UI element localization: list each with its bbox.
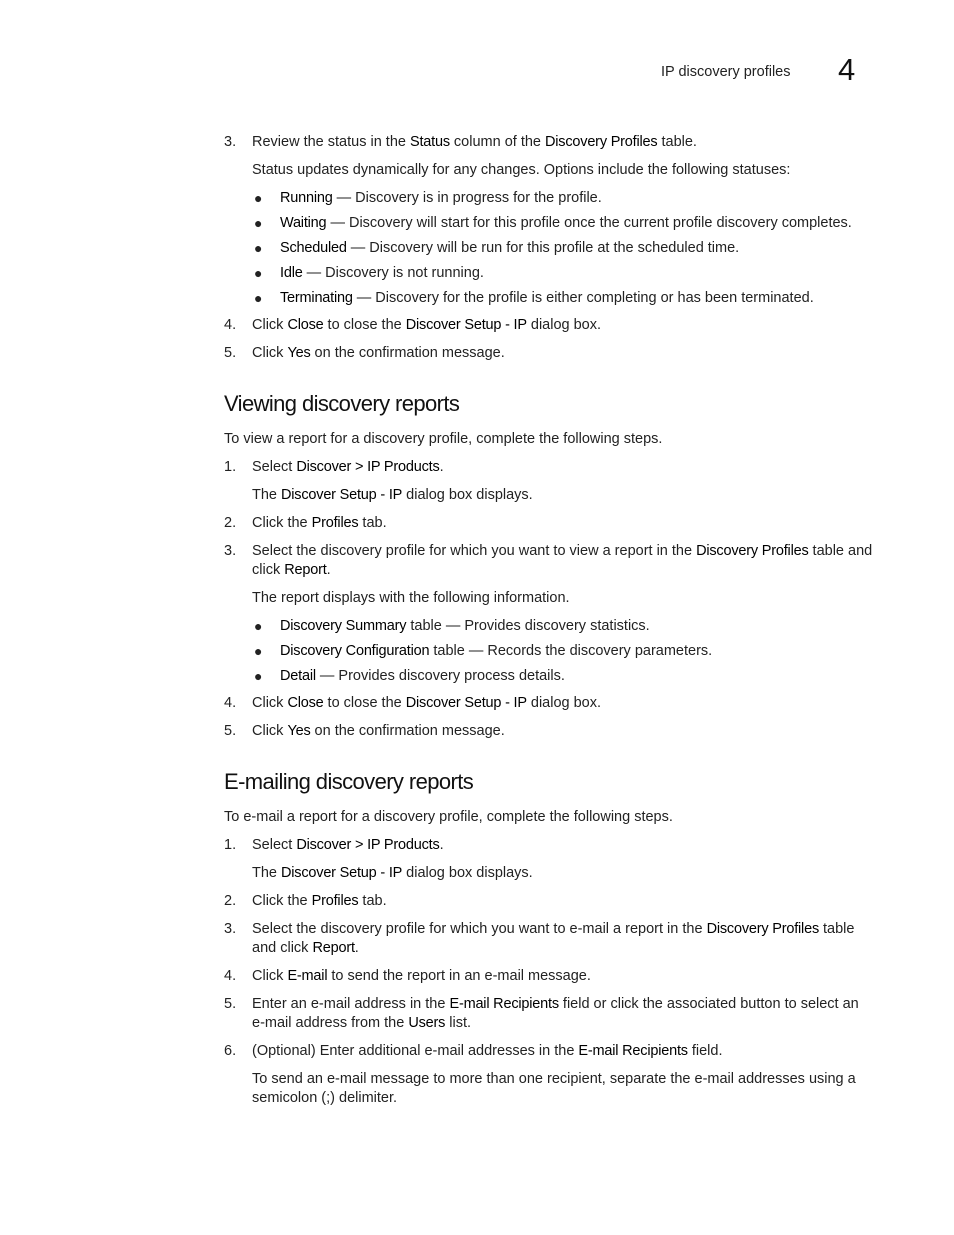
step-number: 5. [224,996,237,1012]
bullet-icon: ● [254,643,263,659]
bullet-icon: ● [254,668,263,684]
step-4: 4. Click Close to close the Discover Setup - IP dialog box. [224,317,602,333]
step-5: 5. Enter an e-mail address in the E-mail Recipients field or click the associated button to select an e-mail address from the Users list. [224,996,859,1031]
step-5: 5. Click Yes on the confirmation message. [224,345,505,361]
step-number: 3. [224,134,237,150]
running-header-title: IP discovery profiles [661,64,791,80]
bullet-item: ● Terminating — Discovery for the profile is either completing or has been terminated. [254,290,814,306]
step-number: 6. [224,1043,237,1059]
step-1: 1. Select Discover > IP Products. [224,837,444,853]
page-content [224,133,874,1117]
bullet-item: ● Discovery Summary table — Provides discovery statistics. [254,618,650,634]
step-note: To send an e-mail message to more than one recipient, separate the e-mail addresses using a semicolon (;) delimiter. [252,1071,856,1106]
bullet-icon: ● [254,618,263,634]
step-number: 1. [224,459,237,475]
report-contents-list [252,617,874,686]
step-number: 5. [224,723,237,739]
step-4: 4. Click Close to close the Discover Setup - IP dialog box. [224,695,602,711]
step-number: 4. [224,968,237,984]
step-5: 5. Click Yes on the confirmation message. [224,723,505,739]
step-3: 3. Select the discovery profile for which you want to view a report in the Discovery Profiles table and click Report. [224,543,873,578]
step-note: Status updates dynamically for any changes. Options include the following statuses: [252,162,791,178]
bullet-icon: ● [254,190,263,206]
step-note: The Discover Setup - IP dialog box displays. [252,865,533,881]
step-2: 2. Click the Profiles tab. [224,893,387,909]
bullet-item: ● Discovery Configuration table — Records the discovery parameters. [254,643,713,659]
step-number: 3. [224,921,237,937]
step-number: 2. [224,893,237,909]
section-heading-viewing: Viewing discovery reports [224,391,460,416]
step-number: 4. [224,317,237,333]
step-2: 2. Click the Profiles tab. [224,515,387,531]
bullet-item: ● Running — Discovery is in progress for the profile. [254,190,602,206]
step-3: 3. Select the discovery profile for which you want to e-mail a report in the Discovery Profiles table and click Report. [224,921,855,956]
bullet-item: ● Idle — Discovery is not running. [254,265,484,281]
step-number: 1. [224,837,237,853]
step-number: 3. [224,543,237,559]
ui-term: Discovery Profiles [545,134,658,150]
step-number: 2. [224,515,237,531]
section-intro: To e-mail a report for a discovery profile, complete the following steps. [224,809,673,825]
step-number: 4. [224,695,237,711]
ui-term: Status [409,134,450,150]
step-3: 3. Review the status in the Status column of the Discovery Profiles table. [224,134,697,150]
section-intro: To view a report for a discovery profile, complete the following steps. [224,431,663,447]
section-heading-emailing: E-mailing discovery reports [224,769,474,794]
step-6: 6. (Optional) Enter additional e-mail addresses in the E-mail Recipients field. [224,1043,723,1059]
status-list [252,189,874,308]
step-4: 4. Click E-mail to send the report in an e-mail message. [224,968,591,984]
bullet-icon: ● [254,215,263,231]
step-1: 1. Select Discover > IP Products. [224,459,444,475]
bullet-item: ● Detail — Provides discovery process details. [254,668,565,684]
bullet-icon: ● [254,290,263,306]
bullet-item: ● Scheduled — Discovery will be run for this profile at the scheduled time. [254,240,740,256]
bullet-item: ● Waiting — Discovery will start for this profile once the current profile discovery completes. [254,215,852,231]
bullet-icon: ● [254,240,263,256]
bullet-icon: ● [254,265,263,281]
step-number: 5. [224,345,237,361]
step-note: The Discover Setup - IP dialog box displays. [252,487,533,503]
chapter-number: 4 [838,52,856,87]
step-note: The report displays with the following information. [252,590,570,606]
